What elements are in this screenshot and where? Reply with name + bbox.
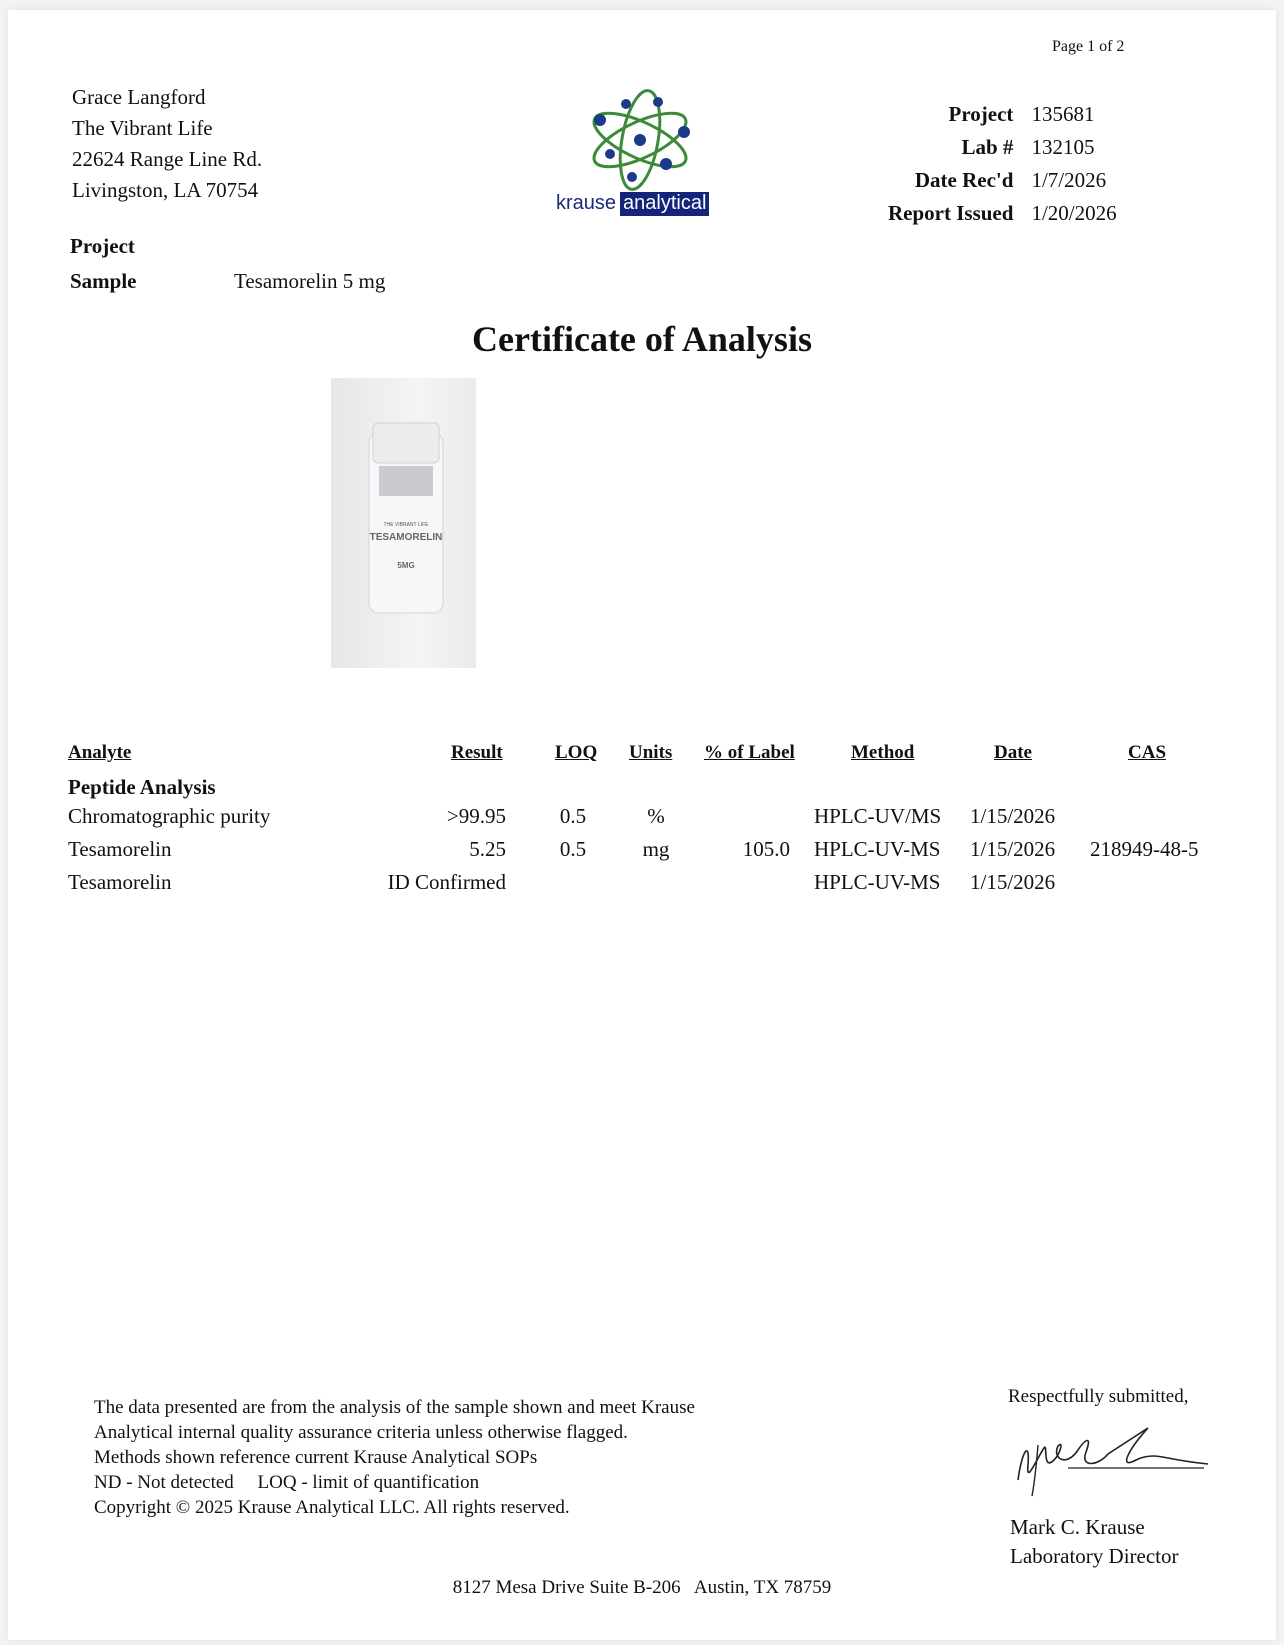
project-label: Project xyxy=(70,234,135,258)
page-number: Page 1 of 2 xyxy=(1052,38,1125,55)
signer-block xyxy=(1010,1513,1179,1571)
footer-address: 8127 Mesa Drive Suite B-206 Austin, TX 78759 xyxy=(452,1577,832,1598)
svg-text:THE VIBRANT LIFE: THE VIBRANT LIFE xyxy=(383,522,429,528)
note-line: Methods shown reference current Krause Analytical SOPs xyxy=(94,1447,538,1468)
krause-analytical-logo xyxy=(548,82,748,222)
col-header-date: Date xyxy=(994,742,1032,763)
note-line: ND - Not detected LOQ - limit of quantification xyxy=(94,1472,480,1493)
logo-wordmark: krause analytical xyxy=(556,192,709,215)
signer-title: Laboratory Director xyxy=(1010,1544,1179,1568)
note-line: Copyright © 2025 Krause Analytical LLC. All rights reserved. xyxy=(94,1497,570,1518)
signer-name: Mark C. Krause xyxy=(1010,1515,1145,1539)
report-meta xyxy=(888,98,1117,230)
svg-text:5MG: 5MG xyxy=(397,561,415,570)
client-company: The Vibrant Life xyxy=(72,116,213,140)
col-header-cas: CAS xyxy=(1128,742,1167,763)
note-line: Analytical internal quality assurance criteria unless otherwise flagged. xyxy=(94,1422,628,1443)
svg-text:TESAMORELIN: TESAMORELIN xyxy=(369,532,443,543)
disclaimer-notes xyxy=(94,1395,695,1520)
col-header-result: Result xyxy=(451,742,503,763)
sample-label: Sample xyxy=(70,269,137,293)
section-peptide-analysis: Peptide Analysis xyxy=(68,775,216,799)
document-title: Certificate of Analysis xyxy=(472,319,812,359)
col-header-method: Method xyxy=(851,742,915,763)
client-city: Livingston, LA 70754 xyxy=(72,178,259,202)
col-header-loq: LOQ xyxy=(555,742,598,763)
atom-icon xyxy=(548,82,748,192)
sample-vial-photo xyxy=(331,378,476,668)
note-line: The data presented are from the analysis of the sample shown and meet Krause xyxy=(94,1397,695,1418)
client-address xyxy=(72,82,262,206)
meta-row-date-received: Date Rec'd 1/7/2026 xyxy=(914,168,1107,192)
col-header-pct-label: % of Label xyxy=(704,742,795,763)
sample-value: Tesamorelin 5 mg xyxy=(234,269,386,293)
meta-row-project: Project 135681 xyxy=(948,102,1095,126)
client-name: Grace Langford xyxy=(72,85,206,109)
col-header-units: Units xyxy=(629,742,673,763)
certificate-page: Page 1 of 2 Grace Langford The Vibrant Life 22624 Range Line Rd. Livingston, LA 70754 krause analytical Project 135681 Lab # 132105 Date Rec'd 1/7/2026 Report Issued 1/20/2026 Project Sample Tesamorelin 5 mg Certificate of Analysis THE VIBRANT LIFE TESAMORELIN 5MG Analyte Result LOQ Units % of Label Method Date CAS Peptide Analysis Chromatographic purity >99.95 0.5 % HPLC-UV/MS 1/15/2026 Tesamorelin 5.25 0.5 mg 105.0 HPLC-UV-MS 1/15/2026 218949-48-5 Tesamorelin ID Confirmed HPLC-UV-MS 1/15/2026 The data presented are from the analysis of the sample shown and meet Krause Analytical internal quality assurance criteria unless otherwise flagged. Methods shown reference current Krause Analytical SOPs ND - Not detected LOQ - limit of quantification Copyright © 2025 Krause Analytical LLC. All rights reserved. Respectfully submitted, Mark C. Krause Laboratory Director 8127 Mesa Drive Suite B-206 Austin, TX 78759 xyxy=(8,10,1276,1640)
signature-image xyxy=(1008,1410,1228,1500)
meta-row-report-issued: Report Issued 1/20/2026 xyxy=(888,201,1117,225)
client-street: 22624 Range Line Rd. xyxy=(72,147,263,171)
meta-row-lab: Lab # 132105 xyxy=(961,135,1095,159)
col-header-analyte: Analyte xyxy=(68,742,132,763)
signoff-text: Respectfully submitted, xyxy=(1008,1386,1189,1407)
